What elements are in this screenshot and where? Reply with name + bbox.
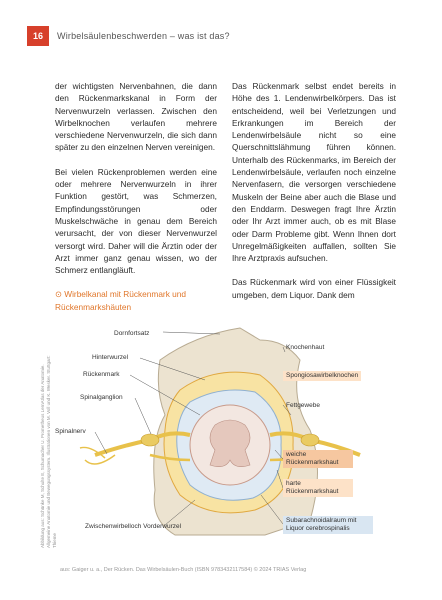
page-footer: aus: Gaiger u. a., Der Rücken. Das Wirbelsäulen-Buch (ISBN 9783432117584) © 2024 TRIAS Verlag: [60, 567, 307, 573]
label-dornfortsatz: Dornfortsatz: [114, 330, 150, 337]
paragraph: Das Rückenmark selbst endet bereits in Höhe des 1. Lendenwirbelkörpers. Das ist entscheidend, weil bei Verletzungen und Erkrankungen im Bereich der Lendenwirbelsäule nicht so eine Querschnittslähmung führen können. Unterhalb des Rückenmarks, im Bereich der Lendenwirbelsäule, verlaufen noch einzelne Nervenfasern, die versorgen verschiedene Muskeln der Beine aber auch die Blase und den Enddarm. Deswegen fragt Ihre Ärztin oder Ihr Arzt immer auch, ob es mit Blase oder Darm Probleme gibt. Wenn Ihnen dort Unregelmäßigkeiten auffallen, sollten Sie Ihre Arztpraxis aufsuchen.: [232, 81, 396, 264]
figure-credit: Abbildung aus: Schünke M, Schulte E, Schumacher U. Prometheus LernAtlas der Anatomie. Allgemeine Anatomie und Bewegungssystem. Illustrationen von M. Voll und K. Wesker. Stuttgart: Thieme: [40, 355, 57, 548]
running-title: Wirbelsäulenbeschwerden – was ist das?: [57, 31, 230, 41]
label-liquor: Subarachnoidalraum mit Liquor cerebrospinalis: [283, 516, 373, 534]
label-hinterwurzel: Hinterwurzel: [92, 354, 129, 361]
paragraph: Das Rückenmark wird von einer Flüssigkeit umgeben, dem Liquor. Dank dem: [232, 277, 396, 300]
label-weiche-haut: weiche Rückenmarkshaut: [283, 450, 353, 468]
paragraph: der wichtigsten Nervenbahnen, die dann den Rückenmarkskanal in Form der Nervenwurzeln verlassen. Zwischen den Wirbelknochen verlaufen mehrere verschiedene Nervenwurzeln, die sich dann später zu den einzelnen Nerven vereinigen.: [55, 81, 217, 153]
left-column: [55, 80, 217, 313]
label-vorderwurzel: Zwischenwirbelloch Vorderwurzel: [85, 523, 182, 530]
figure-caption: ⊙ Wirbelkanal mit Rückenmark und Rückenmarkshäuten: [55, 289, 186, 312]
right-column: [232, 80, 396, 313]
paragraph: Bei vielen Rückenproblemen werden eine oder mehrere Nervenwurzeln in ihrer Funktion gestört, was Schmerzen, Empfindungsstörungen oder Muskelschwäche in genau dem Bereich verursacht, der von dieser Nervenwurzel versorgt wird. Daher will die Ärztin oder der Arzt immer ganz genau wissen, wo der Schmerz entlangläuft.: [55, 166, 217, 276]
page-header: [27, 26, 230, 46]
label-harte-haut: harte Rückenmarkshaut: [283, 479, 353, 497]
spine-cross-section-figure: [55, 320, 405, 545]
label-fettgewebe: Fettgewebe: [286, 402, 320, 409]
label-spongiosa: Spongiosawirbelknochen: [283, 371, 361, 381]
label-spinalganglion: Spinalganglion: [80, 394, 123, 401]
label-rueckenmark: Rückenmark: [83, 371, 120, 378]
label-knochenhaut: Knochenhaut: [286, 344, 325, 351]
page-number: 16: [27, 26, 49, 46]
label-spinalnerv: Spinalnerv: [55, 428, 86, 435]
